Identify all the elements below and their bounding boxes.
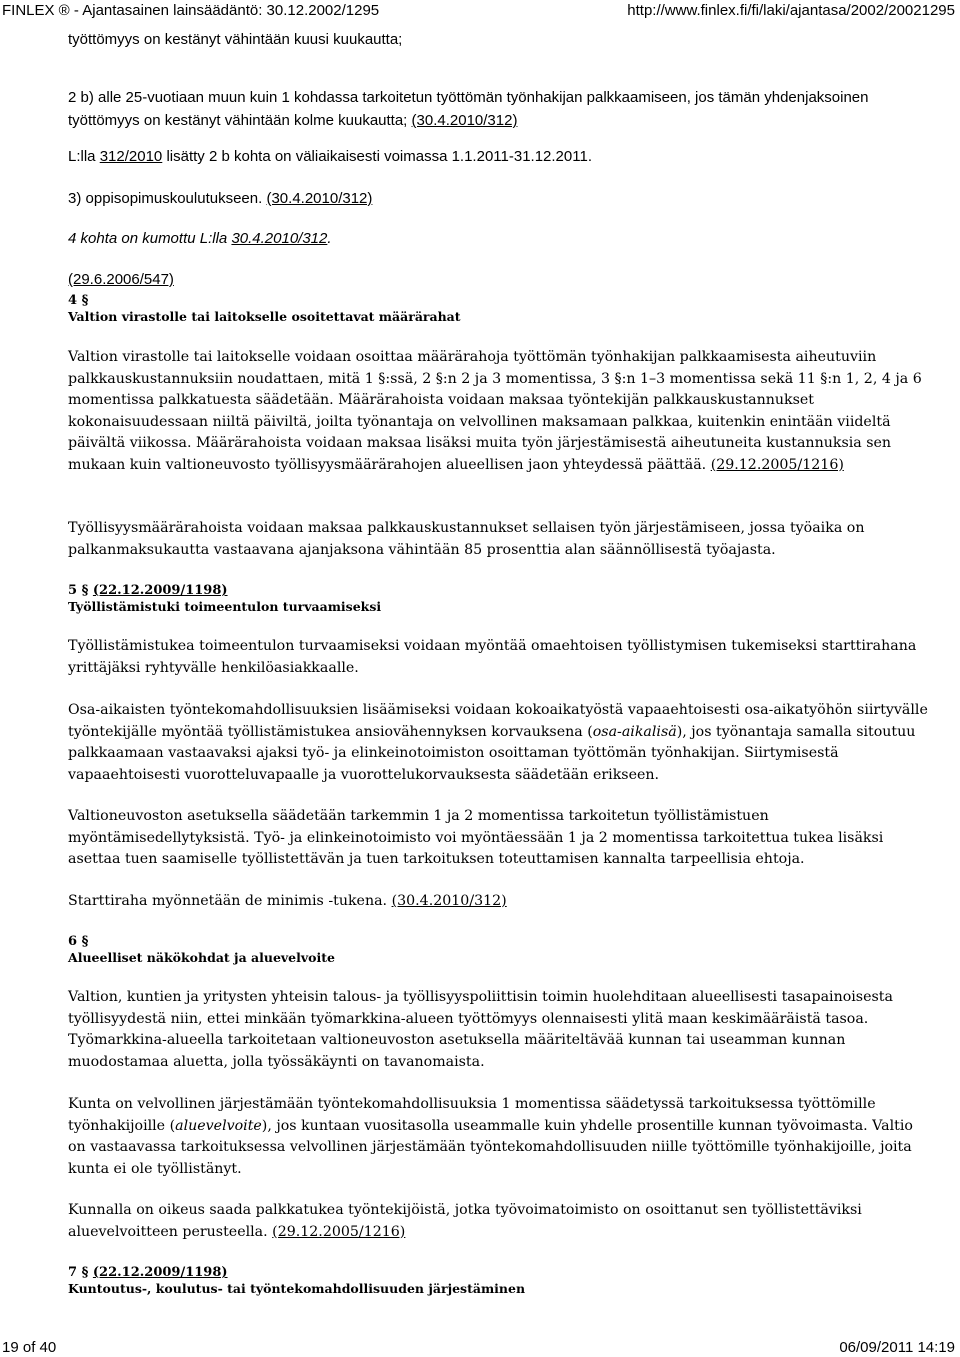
section-6-paragraph-3 (68, 1200, 928, 1243)
section-5-paragraph-4-link[interactable]: (30.4.2010/312) (391, 893, 507, 909)
section-5-paragraph-3 (68, 806, 928, 871)
repealed-law-link[interactable]: 30.4.2010/312 (231, 230, 328, 247)
cut-off-text: työttömyys on kestänyt vähintään kuusi kuukautta; (68, 31, 403, 48)
print-header-title: FINLEX ® - Ajantasainen lainsäädäntö: 30.12.2002/1295 (2, 2, 380, 19)
section-6-number-text: 6 § (68, 934, 89, 949)
section-6-title (68, 950, 928, 966)
temporary-validity-note (68, 145, 928, 168)
section-6-paragraph-2-text-a: Kunta on velvollinen järjestämään työntekomahdollisuuksia 1 momentissa säädetyssä tarkoituksessa työttömille työnhakijoille ( (68, 1096, 876, 1134)
paragraph-3 (68, 187, 928, 210)
section-4-number-text: 4 § (68, 293, 89, 308)
section-6-paragraph-2-text-b: ), jos kuntaan vuositasolla useammalle kuin yhdelle prosentille kunnan työvoimasta. Valtio on vastaavassa tarkoituksessa velvollinen järjestämään työntekomahdollisuuden niille työttömille työnhakijoille, joita kunta ei ole työllistänyt. (68, 1117, 913, 1177)
section-4-amendment-link[interactable]: (29.6.2006/547) (68, 271, 174, 288)
section-6-paragraph-1 (68, 987, 928, 1073)
section-7-heading (68, 1265, 928, 1281)
section-6-paragraph-3-link[interactable]: (29.12.2005/1216) (272, 1223, 406, 1240)
section-4-title-text: Valtion virastolle tai laitokselle osoitettavat määrärahat (68, 309, 461, 324)
print-footer (0, 1337, 960, 1357)
paragraph-3-text: 3) oppisopimuskoulutukseen. (68, 190, 263, 207)
section-5-paragraph-1-text: Työllistämistukea toimeentulon turvaamiseksi voidaan myöntää omaehtoisen työllistymisen tukemiseksi starttirahana yrittäjäksi ryhtyvälle henkilöasiakkaalle. (68, 638, 917, 676)
section-5-paragraph-4 (68, 891, 928, 913)
section-4-paragraph-1 (68, 347, 928, 476)
section-5-number: 5 § (68, 583, 89, 598)
section-4-paragraph-1-link[interactable]: (29.12.2005/1216) (710, 456, 844, 473)
section-7-amendment-link[interactable]: (22.12.2009/1198) (92, 1265, 228, 1280)
section-4-paragraph-1-text: Valtion virastolle tai laitokselle voidaan osoittaa määrärahoja työttömän työnhakijan palkkaamisesta aiheutuviin palkkauskustannuksiin noudattaen, mitä 1 §:ssä, 2 §:n 2 ja 3 momentissa, 3 §:n 1–3 momentissa sekä 11 §:n 1, 2, 4 ja 6 momentissa palkkatuesta säädetään. Määrärahoista voidaan maksaa työntekijän palkkauskustannukset kokonaisuudessaan niiltä päiviltä, joilta työnantaja on velvollinen maksamaan palkkaa, kuitenkin enintään viideltä päivältä viikossa. Määrärahoista voidaan maksaa lisäksi muita työn järjestämisestä aiheutuneita kustannuksia sen mukaan kuin valtioneuvosto työllisyysmäärärahojen alueellisen jaon yhteydessä päättää. (68, 349, 922, 473)
section-4-number (68, 293, 928, 309)
print-header (0, 0, 960, 24)
section-5-paragraph-3-text: Valtioneuvoston asetuksella säädetään tarkemmin 1 ja 2 momentissa tarkoitetun työllistämistuen myöntämisedellytyksistä. Työ- ja elinkeinotoimisto voi myöntäessään 1 ja 2 momentissa tarkoitettua tukea lisäksi asettaa tuen saamiselle työllistettävän ja tuen tarkoituksen toteuttamisen kannalta tarpeellisia ehtoja. (68, 808, 884, 867)
amendment-link-3[interactable]: (30.4.2010/312) (266, 190, 373, 207)
repealed-period: . (327, 230, 332, 247)
note-text: lisätty 2 b kohta on väliaikaisesti voimassa 1.1.2011-31.12.2011. (166, 148, 592, 165)
section-4-title (68, 309, 928, 325)
amendment-link-2b[interactable]: (30.4.2010/312) (411, 112, 518, 129)
section-5-paragraph-2-text-b: ), jos työnantaja samalla sitoutuu palkkaamaan vastaavaksi ajaksi työ- ja elinkeinotoimiston osoittaman työttömän työnhakijan. Siirtymisestä vapaaehtoisesti vuorotteluvapaalle ja vuorottelukorvauksesta säädetään erikseen. (68, 723, 916, 783)
section-5-paragraph-2-text-a: Osa-aikaisten työntekomahdollisuuksien lisäämiseksi voidaan kokoaikatyöstä vapaaehtoisesti osa-aikatyöhön siirtyvälle työntekijälle myöntää työllistämistukea ansiovähennyksen korvauksena ( (68, 702, 928, 740)
section-4-amendment (68, 268, 928, 291)
section-7-title-text: Kuntoutus-, koulutus- tai työntekomahdollisuuden järjestäminen (68, 1281, 526, 1296)
paragraph-2b (68, 86, 928, 132)
section-5-paragraph-1 (68, 636, 928, 679)
note-law-link[interactable]: 312/2010 (99, 148, 163, 165)
section-6-paragraph-1-text: Valtion, kuntien ja yritysten yhteisin talous- ja työllisyyspoliittisin toimin huolehditaan alueellisesti tasapainoisesta työllisyydestä niin, ettei minkään työmarkkina-alueen työttömyys olennaisesti ylitä maan keskimääräistä tasoa. Työmarkkina-alueella tarkoitetaan valtioneuvoston asetuksella määriteltävää kunnan tai useamman kunnan muodostamaa aluetta, jolla työssäkäynti on tavanomaista. (68, 989, 893, 1070)
page-counter: 19 of 40 (2, 1339, 57, 1356)
section-5-paragraph-2-italic: osa-aikalisä (592, 723, 677, 740)
section-5-amendment-link[interactable]: (22.12.2009/1198) (92, 583, 228, 598)
section-7-number: 7 § (68, 1265, 89, 1280)
note-prefix: L:lla (68, 148, 96, 165)
section-5-paragraph-2 (68, 700, 928, 786)
section-6-title-text: Alueelliset näkökohdat ja aluevelvoite (68, 950, 335, 965)
section-5-title-text: Työllistämistuki toimeentulon turvaamiseksi (68, 599, 382, 614)
paragraph-2b-text: 2 b) alle 25-vuotiaan muun kuin 1 kohdassa tarkoitetun työttömän työnhakijan palkkaamiseen, jos tämän yhdenjaksoinen työttömyys on kestänyt vähintään kolme kuukautta; (68, 89, 869, 129)
section-4-paragraph-2 (68, 518, 928, 561)
section-5-title (68, 599, 928, 615)
paragraph-4-repealed (68, 227, 928, 250)
section-4-paragraph-2-text: Työllisyysmäärärahoista voidaan maksaa palkkauskustannukset sellaisen työn järjestämiseen, jossa työaika on palkanmaksukautta vastaavana ajanjaksona vähintään 85 prosenttia alan säännöllisestä työajasta. (68, 520, 865, 558)
section-5-paragraph-4-text: Starttiraha myönnetään de minimis -tukena. (68, 893, 388, 909)
section-7-title (68, 1281, 928, 1297)
cut-off-line (68, 31, 928, 53)
section-5-heading (68, 583, 928, 599)
repealed-text: 4 kohta on kumottu L:lla (68, 230, 228, 247)
section-6-paragraph-3-text: Kunnalla on oikeus saada palkkatukea työntekijöistä, jotka työvoimatoimisto on osoittanut sen työllistettäviksi aluevelvoitteen perusteella. (68, 1202, 862, 1240)
section-6-paragraph-2-italic: aluevelvoite (175, 1117, 262, 1134)
print-header-url: http://www.finlex.fi/fi/laki/ajantasa/2002/20021295 (627, 2, 955, 19)
section-6-paragraph-2 (68, 1094, 928, 1180)
print-datetime: 06/09/2011 14:19 (839, 1339, 955, 1356)
section-6-number (68, 934, 928, 950)
